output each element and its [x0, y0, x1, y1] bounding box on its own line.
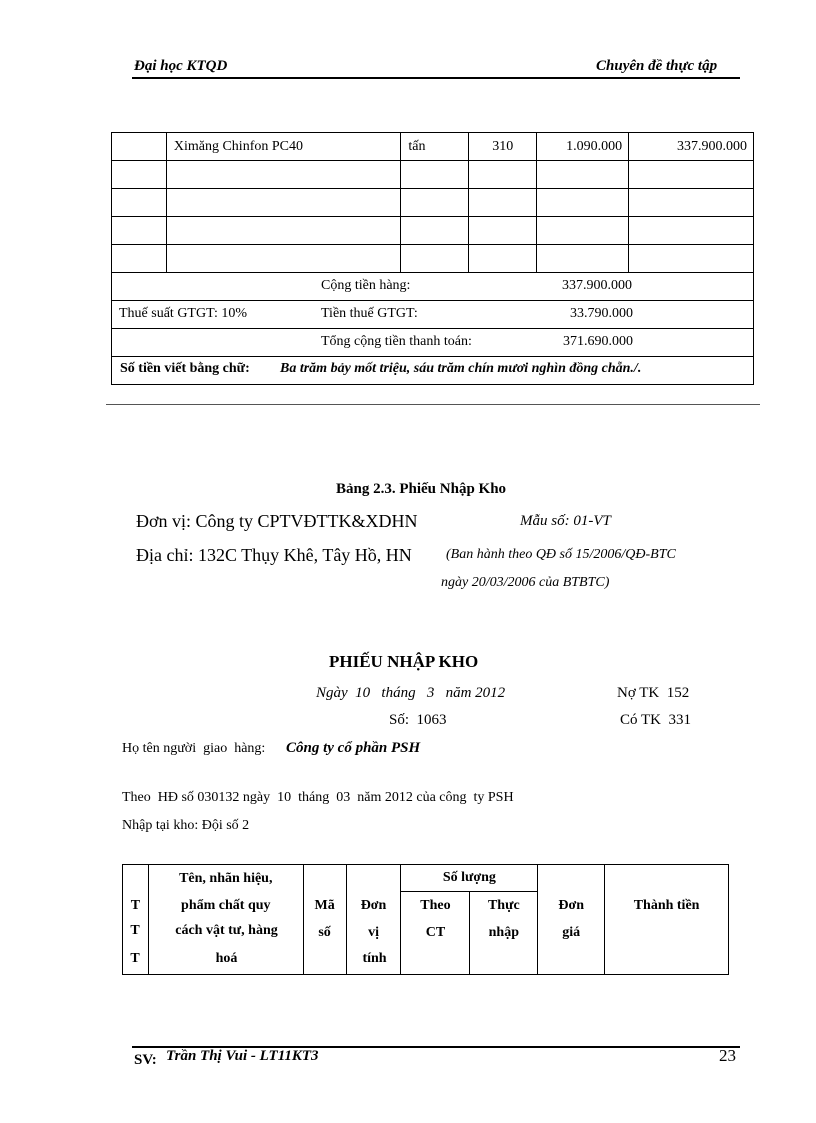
name-line-3: cách vật tư, hàng — [175, 923, 278, 938]
header-left: Đại học KTQD — [134, 58, 228, 74]
item-qty: 310 — [469, 133, 537, 161]
receipt-number: Số: 1063 — [389, 712, 447, 728]
item-unit: tấn — [401, 133, 469, 161]
col-stt: T — [123, 865, 149, 975]
table-row — [112, 189, 754, 217]
in-words-row — [112, 357, 754, 385]
vat-label: Tiền thuế GTGT: — [321, 306, 418, 321]
page-title: PHIẾU NHẬP KHO — [329, 652, 479, 671]
item-name: Ximăng Chinfon PC40 — [166, 133, 401, 161]
page-separator — [106, 404, 760, 405]
col-price: Đơn giá — [538, 865, 605, 975]
subtotal-row — [112, 273, 754, 301]
vat-value: 33.790.000 — [570, 306, 633, 321]
table-row — [112, 161, 754, 189]
address-label: Địa chỉ: 132C Thụy Khê, Tây Hồ, HN — [136, 545, 412, 565]
decree-line-2: ngày 20/03/2006 của BTBTC) — [441, 575, 610, 590]
vat-rate: Thuế suất GTGT: 10% — [119, 306, 247, 321]
credit-account: Có TK 331 — [620, 712, 691, 728]
col-name: Tên, nhãn hiệu, phẩm chất quy — [148, 865, 303, 975]
header-right: Chuyên đề thực tập — [596, 58, 718, 74]
footer-student: Trần Thị Vui - LT11KT3 — [166, 1048, 319, 1064]
form-number: Mẫu số: 01-VT — [520, 513, 611, 529]
subtotal-label: Cộng tiền hàng: — [321, 278, 411, 293]
col-unit: Đơn vị — [346, 865, 401, 975]
footer-prefix: SV: — [134, 1052, 157, 1068]
vat-row — [112, 301, 754, 329]
table-row — [112, 133, 754, 161]
subtotal-value: 337.900.000 — [562, 278, 632, 293]
total-label: Tổng cộng tiền thanh toán: — [321, 334, 472, 349]
table-row — [112, 217, 754, 245]
deliverer-label: Họ tên người giao hàng: — [122, 741, 266, 756]
deliverer-value: Công ty cổ phần PSH — [286, 740, 421, 756]
name-line-4: hoá — [215, 951, 238, 966]
col-qty-doc: Theo CT — [401, 892, 470, 975]
page-number: 23 — [719, 1046, 736, 1065]
debit-account: Nợ TK 152 — [617, 685, 690, 701]
col-amount: Thành tiền — [605, 865, 729, 975]
total-row — [112, 329, 754, 357]
item-amount: 337.900.000 — [629, 133, 754, 161]
stt-line-3: T — [130, 923, 140, 938]
in-words-value: Ba trăm bảy mốt triệu, sáu trăm chín mươi nghìn đồng chẵn./. — [280, 361, 642, 376]
col-qty-header: Số lượng — [401, 865, 538, 892]
item-price: 1.090.000 — [537, 133, 629, 161]
table-caption: Bảng 2.3. Phiếu Nhập Kho — [336, 481, 507, 497]
stt-line-4: T — [130, 951, 140, 966]
receipt-date: Ngày 10 tháng 3 năm 2012 — [316, 685, 506, 701]
goods-table-continued — [111, 132, 754, 385]
header-rule — [132, 77, 740, 79]
unit-line-3: tính — [362, 951, 387, 966]
unit-label: Đơn vị: Công ty CPTVĐTTK&XDHN — [136, 511, 418, 531]
contract-line: Theo HĐ số 030132 ngày 10 tháng 03 năm 2012 của công ty PSH — [122, 790, 514, 805]
total-value: 371.690.000 — [563, 334, 633, 349]
col-qty-actual: Thực nhập — [470, 892, 538, 975]
col-code: Mã số — [303, 865, 346, 975]
in-words-label: Số tiền viết bằng chữ: — [120, 361, 250, 376]
table-row — [112, 245, 754, 273]
warehouse-line: Nhập tại kho: Đội số 2 — [122, 818, 250, 833]
decree-line-1: (Ban hành theo QĐ số 15/2006/QĐ-BTC — [446, 547, 676, 562]
